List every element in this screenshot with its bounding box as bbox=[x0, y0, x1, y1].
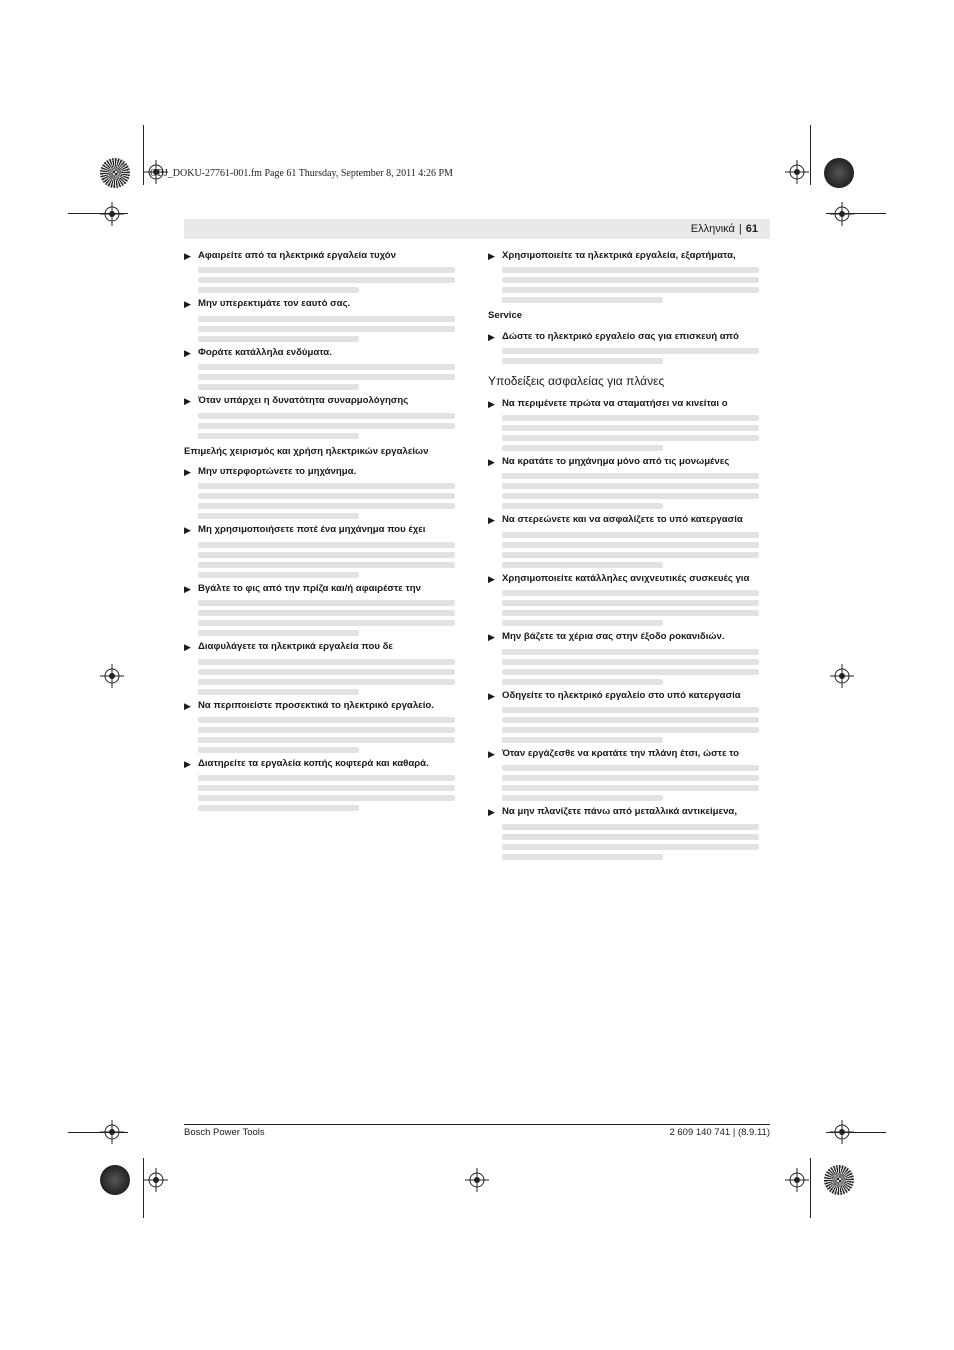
bullet-arrow-icon: ▶ bbox=[184, 525, 191, 536]
bullet-arrow-icon: ▶ bbox=[488, 573, 495, 584]
safety-item bbox=[184, 249, 466, 293]
safety-item bbox=[488, 249, 770, 303]
body-text-placeholder bbox=[502, 473, 770, 509]
safety-item bbox=[184, 582, 466, 636]
page-number: 61 bbox=[745, 223, 758, 235]
safety-item bbox=[488, 330, 770, 364]
safety-item bbox=[184, 346, 466, 390]
item-lead-text: Όταν εργάζεσθε να κρατάτε την πλάνη έτσι, ώστε το bbox=[502, 748, 740, 760]
body-text-placeholder bbox=[502, 649, 770, 685]
color-target-rosette bbox=[100, 158, 130, 188]
bullet-arrow-icon: ▶ bbox=[488, 457, 495, 468]
registration-mark-icon bbox=[830, 202, 854, 226]
header-separator: | bbox=[738, 223, 742, 235]
safety-item bbox=[488, 805, 770, 859]
crop-mark bbox=[143, 1158, 144, 1218]
body-text-placeholder bbox=[502, 415, 770, 451]
file-info-line: OBJ_DOKU-27761-001.fm Page 61 Thursday, September 8, 2011 4:26 PM bbox=[150, 168, 453, 179]
bullet-arrow-icon: ▶ bbox=[488, 398, 495, 409]
crop-mark bbox=[143, 125, 144, 185]
bullet-arrow-icon: ▶ bbox=[184, 700, 191, 711]
safety-item bbox=[488, 455, 770, 509]
crop-mark bbox=[68, 213, 128, 214]
bullet-arrow-icon: ▶ bbox=[184, 347, 191, 358]
safety-item bbox=[184, 465, 466, 519]
safety-item bbox=[184, 394, 466, 438]
body-text-placeholder bbox=[198, 600, 466, 636]
item-lead-text: Να μην πλανίζετε πάνω από μεταλλικά αντικείμενα, bbox=[502, 806, 737, 818]
bullet-arrow-icon: ▶ bbox=[488, 807, 495, 818]
section-title: Υποδείξεις ασφαλείας για πλάνες bbox=[488, 374, 665, 389]
crop-mark bbox=[810, 1158, 811, 1218]
bullet-arrow-icon: ▶ bbox=[184, 583, 191, 594]
safety-item bbox=[184, 297, 466, 341]
item-lead-text: Χρησιμοποιείτε κατάλληλες ανιχνευτικές συσκευές για bbox=[502, 572, 750, 584]
page-header bbox=[184, 219, 770, 239]
footer-rule bbox=[184, 1124, 770, 1125]
item-lead-text: Μην υπερεκτιμάτε τον εαυτό σας. bbox=[198, 298, 351, 310]
item-lead-text: Φοράτε κατάλληλα ενδύματα. bbox=[198, 346, 332, 358]
safety-item bbox=[488, 689, 770, 743]
color-target-rosette bbox=[824, 158, 854, 188]
safety-item bbox=[488, 747, 770, 801]
footer-doc-number: 2 609 140 741 | (8.9.11) bbox=[669, 1127, 770, 1138]
item-lead-text: Βγάλτε το φις από την πρίζα και/ή αφαιρέστε την bbox=[198, 582, 421, 594]
bullet-arrow-icon: ▶ bbox=[488, 251, 495, 261]
registration-mark-icon bbox=[830, 664, 854, 688]
bullet-arrow-icon: ▶ bbox=[488, 749, 495, 760]
bullet-arrow-icon: ▶ bbox=[184, 642, 191, 653]
bullet-arrow-icon: ▶ bbox=[488, 690, 495, 701]
footer-brand: Bosch Power Tools bbox=[184, 1127, 265, 1138]
bullet-arrow-icon: ▶ bbox=[184, 396, 191, 407]
body-text-placeholder bbox=[502, 707, 770, 743]
body-text-placeholder bbox=[198, 316, 466, 342]
safety-item bbox=[488, 397, 770, 451]
bullet-arrow-icon: ▶ bbox=[184, 251, 191, 261]
registration-mark-icon bbox=[100, 664, 124, 688]
safety-item bbox=[184, 640, 466, 694]
body-text-placeholder bbox=[198, 483, 466, 519]
registration-mark-icon bbox=[100, 202, 124, 226]
right-column bbox=[488, 249, 770, 864]
bullet-arrow-icon: ▶ bbox=[184, 467, 191, 478]
registration-mark-icon bbox=[144, 1168, 168, 1192]
bullet-arrow-icon: ▶ bbox=[184, 299, 191, 310]
body-text-placeholder bbox=[502, 590, 770, 626]
item-lead-text: Να στερεώνετε και να ασφαλίζετε το υπό κατεργασία bbox=[502, 514, 743, 526]
safety-item bbox=[184, 699, 466, 753]
item-lead-text: Δώστε το ηλεκτρικό εργαλείο σας για επισκευή από bbox=[502, 330, 739, 342]
subheading: Επιμελής χειρισμός και χρήση ηλεκτρικών εργαλείων bbox=[184, 445, 429, 457]
item-lead-text: Να περιποιείστε προσεκτικά το ηλεκτρικό εργαλείο. bbox=[198, 699, 434, 711]
item-lead-text: Οδηγείτε το ηλεκτρικό εργαλείο στο υπό κατεργασία bbox=[502, 689, 741, 701]
body-text-placeholder bbox=[502, 765, 770, 801]
body-text-placeholder bbox=[502, 348, 770, 364]
left-column bbox=[184, 249, 466, 815]
registration-mark-icon bbox=[785, 160, 809, 184]
item-lead-text: Όταν υπάρχει η δυνατότητα συναρμολόγησης bbox=[198, 395, 409, 407]
safety-item bbox=[184, 523, 466, 577]
item-lead-text: Μην υπερφορτώνετε το μηχάνημα. bbox=[198, 466, 357, 478]
bullet-arrow-icon: ▶ bbox=[184, 759, 191, 770]
item-lead-text: Διαφυλάγετε τα ηλεκτρικά εργαλεία που δε bbox=[198, 641, 393, 653]
bullet-arrow-icon: ▶ bbox=[488, 331, 495, 342]
body-text-placeholder bbox=[502, 824, 770, 860]
item-lead-text: Να κρατάτε το μηχάνημα μόνο από τις μονωμένες bbox=[502, 456, 730, 468]
safety-item bbox=[184, 757, 466, 811]
body-text-placeholder bbox=[502, 267, 770, 303]
service-heading: Service bbox=[488, 310, 523, 322]
body-text-placeholder bbox=[198, 542, 466, 578]
item-lead-text: Αφαιρείτε από τα ηλεκτρικά εργαλεία τυχόν bbox=[198, 250, 397, 261]
safety-item bbox=[488, 572, 770, 626]
crop-mark bbox=[826, 213, 886, 214]
item-lead-text: Μη χρησιμοποιήσετε ποτέ ένα μηχάνημα που έχει bbox=[198, 524, 426, 536]
safety-item bbox=[488, 513, 770, 567]
item-lead-text: Διατηρείτε τα εργαλεία κοπής κοφτερά και καθαρά. bbox=[198, 758, 429, 770]
item-lead-text: Μην βάζετε τα χέρια σας στην έξοδο ροκανιδιών. bbox=[502, 631, 725, 643]
bullet-arrow-icon: ▶ bbox=[488, 515, 495, 526]
body-text-placeholder bbox=[198, 267, 466, 293]
bullet-arrow-icon: ▶ bbox=[488, 632, 495, 643]
color-target-rosette bbox=[824, 1165, 854, 1195]
body-text-placeholder bbox=[198, 364, 466, 390]
crop-mark bbox=[68, 1132, 128, 1133]
item-lead-text: Χρησιμοποιείτε τα ηλεκτρικά εργαλεία, εξαρτήματα, bbox=[502, 250, 736, 261]
color-target-rosette bbox=[100, 1165, 130, 1195]
body-text-placeholder bbox=[502, 532, 770, 568]
body-text-placeholder bbox=[198, 413, 466, 439]
registration-mark-icon bbox=[785, 1168, 809, 1192]
body-text-placeholder bbox=[198, 717, 466, 753]
header-section-label: Ελληνικά bbox=[690, 223, 735, 235]
body-text-placeholder bbox=[198, 775, 466, 811]
crop-mark bbox=[810, 125, 811, 185]
safety-item bbox=[488, 630, 770, 684]
crop-mark bbox=[826, 1132, 886, 1133]
registration-mark-icon bbox=[465, 1168, 489, 1192]
item-lead-text: Να περιμένετε πρώτα να σταματήσει να κινείται ο bbox=[502, 397, 728, 409]
body-text-placeholder bbox=[198, 659, 466, 695]
